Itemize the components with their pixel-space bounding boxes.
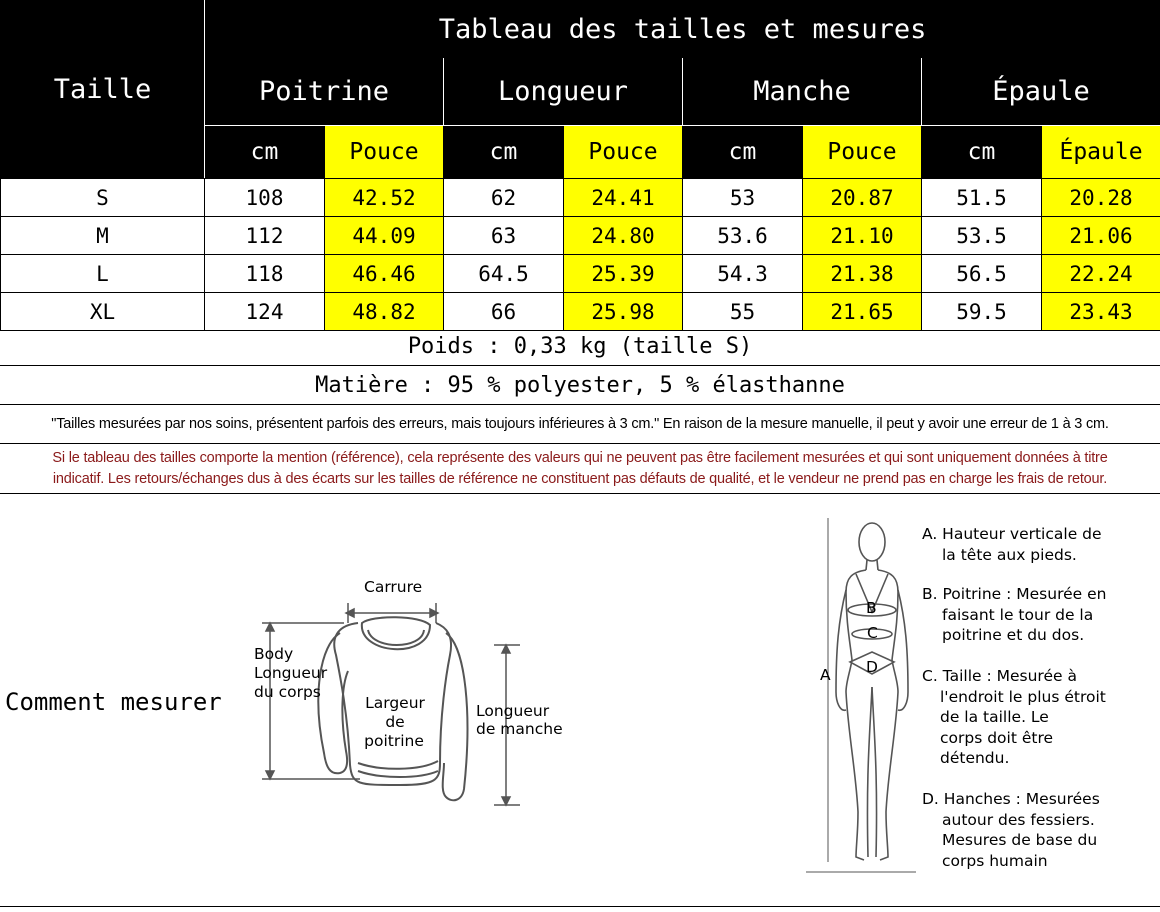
size-cell: S [1, 179, 205, 217]
table-cell: 62 [444, 179, 564, 217]
size-cell: XL [1, 293, 205, 331]
table-cell: 22.24 [1042, 255, 1160, 293]
table-cell: 51.5 [922, 179, 1042, 217]
body-length-label-2: du corps [254, 683, 321, 701]
table-cell: 124 [205, 293, 325, 331]
table-cell: 53 [683, 179, 803, 217]
legend-c-line-2: l'endroit le plus étroit [940, 687, 1106, 706]
chest-width-label-1: Largeur [365, 694, 425, 712]
unit-header: Épaule [1042, 126, 1160, 179]
table-cell: 21.65 [803, 293, 922, 331]
table-title: Tableau des tailles et mesures [205, 1, 1160, 58]
table-cell: 25.98 [564, 293, 683, 331]
unit-header: cm [205, 126, 325, 179]
legend-d [922, 789, 1100, 871]
legend-a-line-1: A. Hauteur verticale de [922, 525, 1102, 543]
table-cell: 20.87 [803, 179, 922, 217]
table-cell: 23.43 [1042, 293, 1160, 331]
legend-c-line-1: C. Taille : Mesurée à [922, 667, 1077, 685]
size-cell: L [1, 255, 205, 293]
legend-c-line-5: détendu. [940, 749, 1010, 767]
marker-d: D [866, 658, 878, 676]
body-figure-illustration [806, 512, 916, 877]
legend-b-line-3: poitrine et du dos. [942, 626, 1085, 644]
unit-header: cm [922, 126, 1042, 179]
legend-d-line-3: Mesures de base du [942, 831, 1098, 849]
body-length-label-1: Longueur [254, 664, 328, 682]
unit-header: Pouce [325, 126, 444, 179]
size-cell: M [1, 217, 205, 255]
size-table [0, 0, 1160, 331]
legend-a-line-2: la tête aux pieds. [942, 545, 1077, 564]
marker-a: A [820, 666, 831, 684]
how-to-measure-label: Comment mesurer [5, 688, 222, 716]
reference-note-line-2: indicatif. Les retours/échanges dus à des écarts sur les tailles de référence ne constituent pas défauts de qualité, et le vendeur ne prend pas en charge les frais de retour. [52, 470, 1108, 487]
table-cell: 20.28 [1042, 179, 1160, 217]
legend-d-line-1: D. Hanches : Mesurées [922, 790, 1100, 808]
table-cell: 56.5 [922, 255, 1042, 293]
reference-note-line-1: Si le tableau des tailles comporte la mention (référence), cela représente des valeurs qui ne peuvent pas être facilement mesurées et qui sont uniquement données à titre [52, 449, 1108, 466]
table-row [1, 217, 1160, 255]
table-cell: 24.80 [564, 217, 683, 255]
group-header-longueur: Longueur [444, 58, 683, 126]
legend-b [922, 584, 1106, 646]
table-row [1, 255, 1160, 293]
table-cell: 54.3 [683, 255, 803, 293]
table-cell: 118 [205, 255, 325, 293]
table-cell: 66 [444, 293, 564, 331]
table-cell: 48.82 [325, 293, 444, 331]
bottom-border [0, 906, 1160, 907]
table-cell: 53.6 [683, 217, 803, 255]
sleeve-length-label-2: de manche [476, 720, 563, 738]
group-header-epaule: Épaule [922, 58, 1160, 126]
chest-width-label-2: de [385, 713, 405, 731]
sleeve-length-label-1: Longueur [476, 702, 550, 720]
table-cell: 42.52 [325, 179, 444, 217]
measure-note-text: "Tailles mesurées par nos soins, présentent parfois des erreurs, mais toujours inférieures à 3 cm." En raison de la mesure manuelle, il peut y avoir une erreur de 1 à 3 cm. [51, 416, 1109, 432]
group-header-manche: Manche [683, 58, 922, 126]
legend-c-line-3: de la taille. Le [940, 708, 1049, 726]
unit-header: Pouce [564, 126, 683, 179]
reference-note-row [0, 444, 1160, 494]
legend-b-line-1: B. Poitrine : Mesurée en [922, 585, 1107, 603]
legend-c-line-4: corps doit être [940, 728, 1054, 747]
body-label: Body [254, 645, 294, 663]
size-header: Taille [1, 1, 205, 179]
table-cell: 21.10 [803, 217, 922, 255]
chest-width-label-3: poitrine [364, 732, 424, 750]
material-text: Matière : 95 % polyester, 5 % élasthanne [315, 372, 845, 398]
table-cell: 112 [205, 217, 325, 255]
marker-b: B [866, 599, 877, 617]
table-row [1, 293, 1160, 331]
table-cell: 53.5 [922, 217, 1042, 255]
weight-text: Poids : 0,33 kg (taille S) [407, 334, 753, 359]
table-cell: 21.06 [1042, 217, 1160, 255]
table-cell: 24.41 [564, 179, 683, 217]
measure-note-row [0, 405, 1160, 444]
group-header-poitrine: Poitrine [205, 58, 444, 126]
table-cell: 59.5 [922, 293, 1042, 331]
unit-header: Pouce [803, 126, 922, 179]
legend-a [922, 524, 1102, 565]
table-cell: 21.38 [803, 255, 922, 293]
table-cell: 63 [444, 217, 564, 255]
table-cell: 46.46 [325, 255, 444, 293]
unit-header: cm [444, 126, 564, 179]
table-cell: 64.5 [444, 255, 564, 293]
material-row [0, 366, 1160, 405]
marker-c: C [867, 624, 878, 642]
table-cell: 25.39 [564, 255, 683, 293]
legend-d-line-2: autour des fessiers. [942, 810, 1095, 829]
legend-d-line-4: corps humain [942, 851, 1048, 870]
table-cell: 108 [205, 179, 325, 217]
table-cell: 44.09 [325, 217, 444, 255]
legend-c [922, 666, 1106, 769]
carrure-label: Carrure [364, 578, 423, 596]
table-cell: 55 [683, 293, 803, 331]
legend-b-line-2: faisant le tour de la [942, 605, 1094, 624]
table-row [1, 179, 1160, 217]
unit-header: cm [683, 126, 803, 179]
weight-row [0, 328, 1160, 366]
